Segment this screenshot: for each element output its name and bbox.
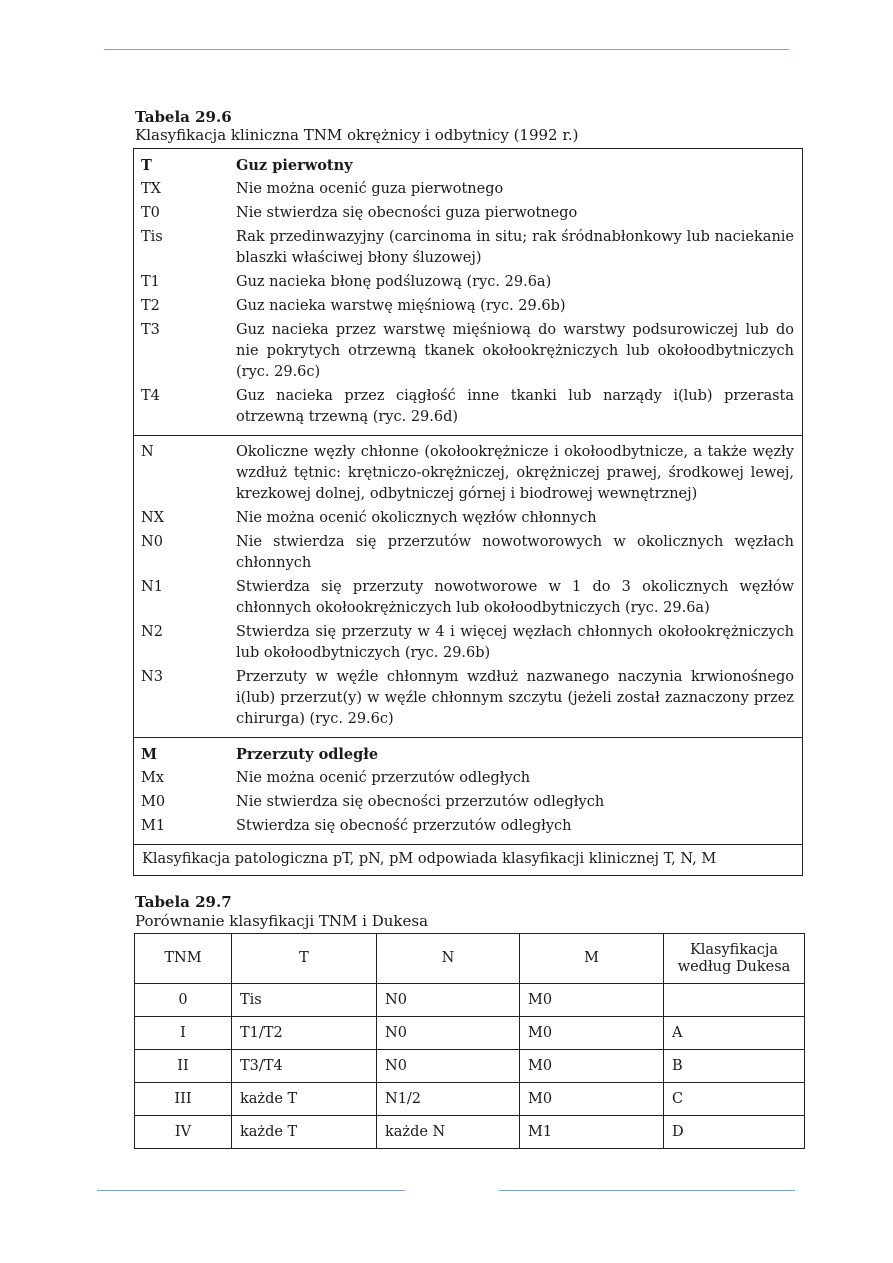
table-cell: każde T — [232, 1083, 377, 1116]
table1-subtitle: Klasyfikacja kliniczna TNM okrężnicy i odbytnicy (1992 r.) — [135, 126, 579, 144]
table-cell — [664, 984, 805, 1017]
tnm-sections — [134, 149, 802, 845]
tnm-classification-table — [133, 148, 803, 876]
row-code: N2 — [141, 624, 163, 640]
table-cell: III — [135, 1083, 232, 1116]
row-code: TX — [141, 181, 161, 197]
table-cell: N0 — [377, 1017, 520, 1050]
row-code: N3 — [141, 669, 163, 685]
table-cell: M0 — [520, 984, 664, 1017]
table-cell: II — [135, 1050, 232, 1083]
table-cell: M1 — [520, 1116, 664, 1149]
table-cell: każde T — [232, 1116, 377, 1149]
table-row — [134, 768, 802, 789]
table1-title: Tabela 29.6 — [135, 108, 232, 126]
row-code: M — [141, 746, 158, 763]
row-description: Guz nacieka błonę podśluzową (ryc. 29.6a) — [236, 274, 552, 290]
table2-title: Tabela 29.7 — [135, 893, 232, 911]
table2-subtitle: Porównanie klasyfikacji TNM i Dukesa — [135, 912, 429, 930]
table-cell: D — [664, 1116, 805, 1149]
table-row — [134, 155, 802, 176]
table-cell: M0 — [520, 1050, 664, 1083]
table-row — [134, 227, 802, 269]
header-t: T — [232, 934, 377, 984]
table-row — [135, 1083, 805, 1116]
header-dukes: Klasyfikacja według Dukesa — [664, 934, 805, 984]
row-description: Nie można ocenić okolicznych węzłów chłonnych — [236, 510, 597, 526]
row-code: Tis — [141, 229, 163, 245]
row-description: Guz nacieka przez ciągłość inne tkanki lub narządy i(lub) przerasta otrzewną trzewną (ryc. 29.6d) — [236, 388, 794, 425]
table-cell: 0 — [135, 984, 232, 1017]
tnm-section — [134, 149, 802, 436]
row-description: Przerzuty odległe — [236, 746, 379, 763]
row-code: NX — [141, 510, 165, 526]
table-row — [134, 532, 802, 574]
table-cell: T1/T2 — [232, 1017, 377, 1050]
header-rule — [104, 49, 789, 50]
table-cell: C — [664, 1083, 805, 1116]
table-cell: Tis — [232, 984, 377, 1017]
table-row — [134, 320, 802, 383]
row-description: Stwierdza się przerzuty w 4 i więcej węzłach chłonnych okołookrężniczych lub okołoodbytniczych (ryc. 29.6b) — [236, 624, 794, 661]
row-code: Mx — [141, 770, 165, 786]
header-n: N — [377, 934, 520, 984]
table-row — [134, 816, 802, 837]
table-cell: B — [664, 1050, 805, 1083]
table-row — [134, 386, 802, 428]
table-row — [134, 442, 802, 505]
table-row — [134, 622, 802, 664]
row-description: Guz pierwotny — [236, 157, 353, 174]
table-row — [134, 792, 802, 813]
table-cell: M0 — [520, 1017, 664, 1050]
table-row — [135, 984, 805, 1017]
row-description: Stwierdza się obecność przerzutów odległych — [236, 818, 572, 834]
table-row — [134, 296, 802, 317]
table-row — [134, 667, 802, 730]
table-header-row — [135, 934, 805, 984]
row-code: M0 — [141, 794, 166, 810]
table-cell: A — [664, 1017, 805, 1050]
table-cell: N1/2 — [377, 1083, 520, 1116]
table-row — [134, 508, 802, 529]
row-code: N — [141, 444, 154, 460]
table-row — [134, 272, 802, 293]
table-cell: N0 — [377, 984, 520, 1017]
row-description: Guz nacieka warstwę mięśniową (ryc. 29.6b) — [236, 298, 566, 314]
table-cell: IV — [135, 1116, 232, 1149]
header-m: M — [520, 934, 664, 984]
row-code: N1 — [141, 579, 163, 595]
tnm-dukes-comparison-table — [134, 933, 805, 1149]
row-description: Przerzuty w węźle chłonnym wzdłuż nazwanego naczynia krwionośnego i(lub) przerzut(y) w węźle chłonnym szczytu (jeżeli został zaznaczony przez chirurga) (ryc. 29.6c) — [236, 669, 794, 727]
row-description: Nie stwierdza się przerzutów nowotworowych w okolicznych węzłach chłonnych — [236, 534, 794, 571]
table-cell: każde N — [377, 1116, 520, 1149]
table-row — [134, 179, 802, 200]
row-code: T3 — [141, 322, 160, 338]
table-row — [134, 577, 802, 619]
row-description: Rak przedinwazyjny (carcinoma in situ; rak śródnabłonkowy lub naciekanie blaszki właściwej błony śluzowej) — [236, 229, 794, 266]
row-description: Okoliczne węzły chłonne (okołookrężnicze i okołoodbytnicze, a także węzły wzdłuż tętnic: krętniczo-okrężniczej, okrężniczej prawej, środkowej lewej, krezkowej dolnej, odbytniczej górnej i biodrowej wewnętrznej) — [236, 444, 794, 502]
row-description: Guz nacieka przez warstwę mięśniową do warstwy podsurowiczej lub do nie pokrytych otrzewną tkanek okołookrężniczych lub okołoodbytniczych (ryc. 29.6c) — [236, 322, 794, 380]
tnm-section — [134, 738, 802, 845]
row-description: Nie można ocenić przerzutów odległych — [236, 770, 531, 786]
row-description: Stwierdza się przerzuty nowotworowe w 1 do 3 okolicznych węzłów chłonnych okołookrężniczych lub okołoodbytniczych (ryc. 29.6a) — [236, 579, 794, 616]
row-code: T2 — [141, 298, 160, 314]
table-cell: N0 — [377, 1050, 520, 1083]
tnm-section — [134, 436, 802, 738]
table-row — [135, 1017, 805, 1050]
table1-footer: Klasyfikacja patologiczna pT, pN, pM odpowiada klasyfikacji klinicznej T, N, M — [142, 851, 717, 867]
row-code: T0 — [141, 205, 160, 221]
row-description: Nie stwierdza się obecności guza pierwotnego — [236, 205, 578, 221]
header-tnm: TNM — [135, 934, 232, 984]
footer-rule-right — [499, 1190, 795, 1191]
footer-rule-left — [97, 1190, 405, 1191]
table-row — [135, 1116, 805, 1149]
row-code: T1 — [141, 274, 160, 290]
table-cell: I — [135, 1017, 232, 1050]
row-code: T — [141, 157, 152, 174]
table-row — [135, 1050, 805, 1083]
table-cell: M0 — [520, 1083, 664, 1116]
row-code: N0 — [141, 534, 163, 550]
table-cell: T3/T4 — [232, 1050, 377, 1083]
row-description: Nie stwierdza się obecności przerzutów odległych — [236, 794, 605, 810]
table-row — [134, 203, 802, 224]
row-description: Nie można ocenić guza pierwotnego — [236, 181, 504, 197]
table-row — [134, 744, 802, 765]
row-code: T4 — [141, 388, 160, 404]
row-code: M1 — [141, 818, 166, 834]
